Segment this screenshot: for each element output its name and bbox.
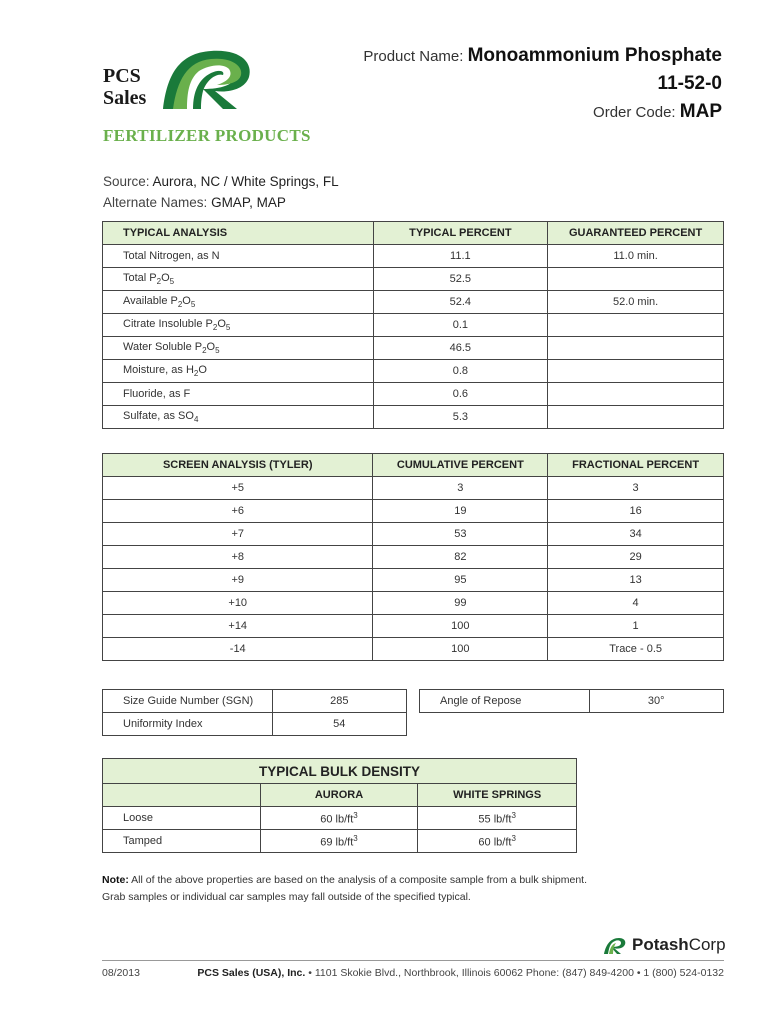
typical-percent: 0.6	[373, 383, 548, 406]
white-springs-density-value: 60 lb/ft	[478, 836, 512, 849]
mesh-size: -14	[103, 638, 373, 661]
note	[102, 872, 702, 906]
aurora-density-value: 69 lb/ft	[320, 836, 354, 849]
cumulative-percent: 3	[373, 477, 548, 500]
logo-wordmark	[103, 65, 146, 109]
order-code: MAP	[679, 101, 722, 122]
note-label: Note:	[102, 874, 129, 886]
repose-label: Angle of Repose	[420, 690, 590, 713]
guaranteed-percent	[548, 314, 724, 337]
table-row	[103, 690, 407, 713]
sgn-label: Size Guide Number (SGN)	[103, 690, 273, 713]
cumulative-percent: 82	[373, 546, 548, 569]
guaranteed-percent	[548, 360, 724, 383]
typical-percent: 52.5	[373, 268, 548, 291]
analysis-label: Moisture, as $H_2O$	[103, 360, 374, 383]
uniformity-value: 54	[272, 713, 406, 736]
mesh-size: +8	[103, 546, 373, 569]
unit-exponent: 3	[353, 833, 358, 843]
potashcorp-wordmark	[632, 935, 726, 955]
guaranteed-percent	[548, 337, 724, 360]
table-header-row	[103, 784, 577, 807]
column-header: WHITE SPRINGS	[418, 784, 577, 807]
table-row	[103, 337, 724, 360]
fractional-percent: 34	[548, 523, 724, 546]
table-row	[103, 477, 724, 500]
column-header: GUARANTEED PERCENT	[548, 222, 724, 245]
product-grade: 11-52-0	[657, 73, 722, 94]
guaranteed-percent: 52.0 min.	[548, 291, 724, 314]
cumulative-percent: 53	[373, 523, 548, 546]
table-row	[103, 592, 724, 615]
order-code-label: Order Code:	[593, 104, 676, 121]
bulk-density-table	[102, 758, 577, 853]
pcs-swirl-logo-icon	[159, 45, 259, 113]
table-row	[103, 245, 724, 268]
fractional-percent: 4	[548, 592, 724, 615]
repose-value: 30°	[589, 690, 724, 713]
white-springs-density	[418, 830, 577, 853]
pcs-sales-logo	[103, 45, 253, 115]
table-row	[103, 360, 724, 383]
table-row	[103, 615, 724, 638]
table-row	[103, 523, 724, 546]
cumulative-percent: 100	[373, 638, 548, 661]
fractional-percent: 29	[548, 546, 724, 569]
mesh-size: +6	[103, 500, 373, 523]
alternate-names-value: GMAP, MAP	[211, 195, 286, 210]
white-springs-density	[418, 807, 577, 830]
fractional-percent: Trace - 0.5	[548, 638, 724, 661]
aurora-density	[260, 807, 418, 830]
table-header-row	[103, 454, 724, 477]
note-line-1	[102, 872, 702, 889]
column-header: AURORA	[260, 784, 418, 807]
table-row	[103, 500, 724, 523]
column-header: FRACTIONAL PERCENT	[548, 454, 724, 477]
typical-percent: 11.1	[373, 245, 548, 268]
table-row	[103, 569, 724, 592]
column-header: TYPICAL PERCENT	[373, 222, 548, 245]
logo-line-1: PCS	[103, 65, 141, 87]
table-row	[103, 314, 724, 337]
size-guide-table	[102, 689, 407, 736]
mesh-size: +9	[103, 569, 373, 592]
table-row	[103, 268, 724, 291]
guaranteed-percent: 11.0 min.	[548, 245, 724, 268]
angle-of-repose-table	[419, 689, 724, 713]
mesh-size: +10	[103, 592, 373, 615]
white-springs-density-value: 55 lb/ft	[478, 813, 512, 826]
fractional-percent: 13	[548, 569, 724, 592]
typical-percent: 0.8	[373, 360, 548, 383]
typical-percent: 5.3	[373, 406, 548, 429]
order-code-line	[363, 98, 722, 126]
guaranteed-percent	[548, 406, 724, 429]
bulk-density-title: TYPICAL BULK DENSITY	[103, 759, 577, 784]
table-row	[103, 807, 577, 830]
table-row	[420, 690, 724, 713]
aurora-density-value: 60 lb/ft	[320, 813, 354, 826]
table-row	[103, 546, 724, 569]
cumulative-percent: 95	[373, 569, 548, 592]
source-value: Aurora, NC / White Springs, FL	[152, 174, 339, 189]
cumulative-percent: 19	[373, 500, 548, 523]
blank-header	[103, 784, 261, 807]
mesh-size: +5	[103, 477, 373, 500]
potashcorp-logo-icon	[602, 936, 628, 956]
screen-analysis-table	[102, 453, 724, 661]
source-line	[103, 171, 339, 192]
table-row	[103, 638, 724, 661]
typical-percent: 52.4	[373, 291, 548, 314]
product-name: Monoammonium Phosphate	[467, 45, 722, 66]
unit-exponent: 3	[511, 810, 516, 820]
guaranteed-percent	[548, 268, 724, 291]
logo-line-2: Sales	[103, 87, 147, 109]
alternate-names-label: Alternate Names:	[103, 195, 208, 210]
table-row	[103, 291, 724, 314]
uniformity-label: Uniformity Index	[103, 713, 273, 736]
table-row	[103, 406, 724, 429]
typical-analysis-table	[102, 221, 724, 429]
analysis-label: Water Soluble $P_2O_5$	[103, 337, 374, 360]
fractional-percent: 16	[548, 500, 724, 523]
column-header: SCREEN ANALYSIS (TYLER)	[103, 454, 373, 477]
footer-date: 08/2013	[102, 967, 140, 979]
table-title-row	[103, 759, 577, 784]
cumulative-percent: 99	[373, 592, 548, 615]
unit-exponent: 3	[511, 833, 516, 843]
footer-divider	[102, 960, 724, 961]
note-text-1: All of the above properties are based on the analysis of a composite sample from a bulk shipment.	[128, 874, 588, 886]
footer-company: PCS Sales (USA), Inc.	[197, 967, 306, 979]
tagline: FERTILIZER PRODUCTS	[103, 126, 311, 145]
guaranteed-percent	[548, 383, 724, 406]
sgn-value: 285	[272, 690, 406, 713]
analysis-label: Citrate Insoluble $P_2O_5$	[103, 314, 374, 337]
aurora-density	[260, 830, 418, 853]
column-header: CUMULATIVE PERCENT	[373, 454, 548, 477]
density-label: Loose	[103, 807, 261, 830]
unit-exponent: 3	[353, 810, 358, 820]
analysis-label: Available $P_2O_5$	[103, 291, 374, 314]
grade-line	[363, 70, 722, 98]
product-name-line	[363, 42, 722, 70]
footer-contact: • 1101 Skokie Blvd., Northbrook, Illinois 60062 Phone: (847) 849-4200 • 1 (800) 524-0132	[305, 967, 724, 979]
brand-regular: Corp	[688, 935, 726, 954]
mesh-size: +7	[103, 523, 373, 546]
analysis-label: Fluoride, as F	[103, 383, 374, 406]
source-label: Source:	[103, 174, 150, 189]
note-line-2: Grab samples or individual car samples may fall outside of the specified typical.	[102, 891, 471, 903]
table-row	[103, 383, 724, 406]
product-name-label: Product Name:	[363, 48, 464, 65]
fractional-percent: 3	[548, 477, 724, 500]
brand-bold: Potash	[632, 935, 689, 954]
alternate-names-line	[103, 192, 339, 213]
table-row	[103, 713, 407, 736]
analysis-label: Total $P_2O_5$	[103, 268, 374, 291]
typical-percent: 46.5	[373, 337, 548, 360]
analysis-label: Total Nitrogen, as N	[103, 245, 374, 268]
mesh-size: +14	[103, 615, 373, 638]
cumulative-percent: 100	[373, 615, 548, 638]
column-header: TYPICAL ANALYSIS	[103, 222, 374, 245]
footer-address	[197, 967, 724, 979]
analysis-label: Sulfate, as $SO_4$	[103, 406, 374, 429]
typical-percent: 0.1	[373, 314, 548, 337]
fractional-percent: 1	[548, 615, 724, 638]
table-header-row	[103, 222, 724, 245]
product-info	[363, 42, 722, 126]
product-meta	[103, 171, 339, 213]
table-row	[103, 830, 577, 853]
density-label: Tamped	[103, 830, 261, 853]
